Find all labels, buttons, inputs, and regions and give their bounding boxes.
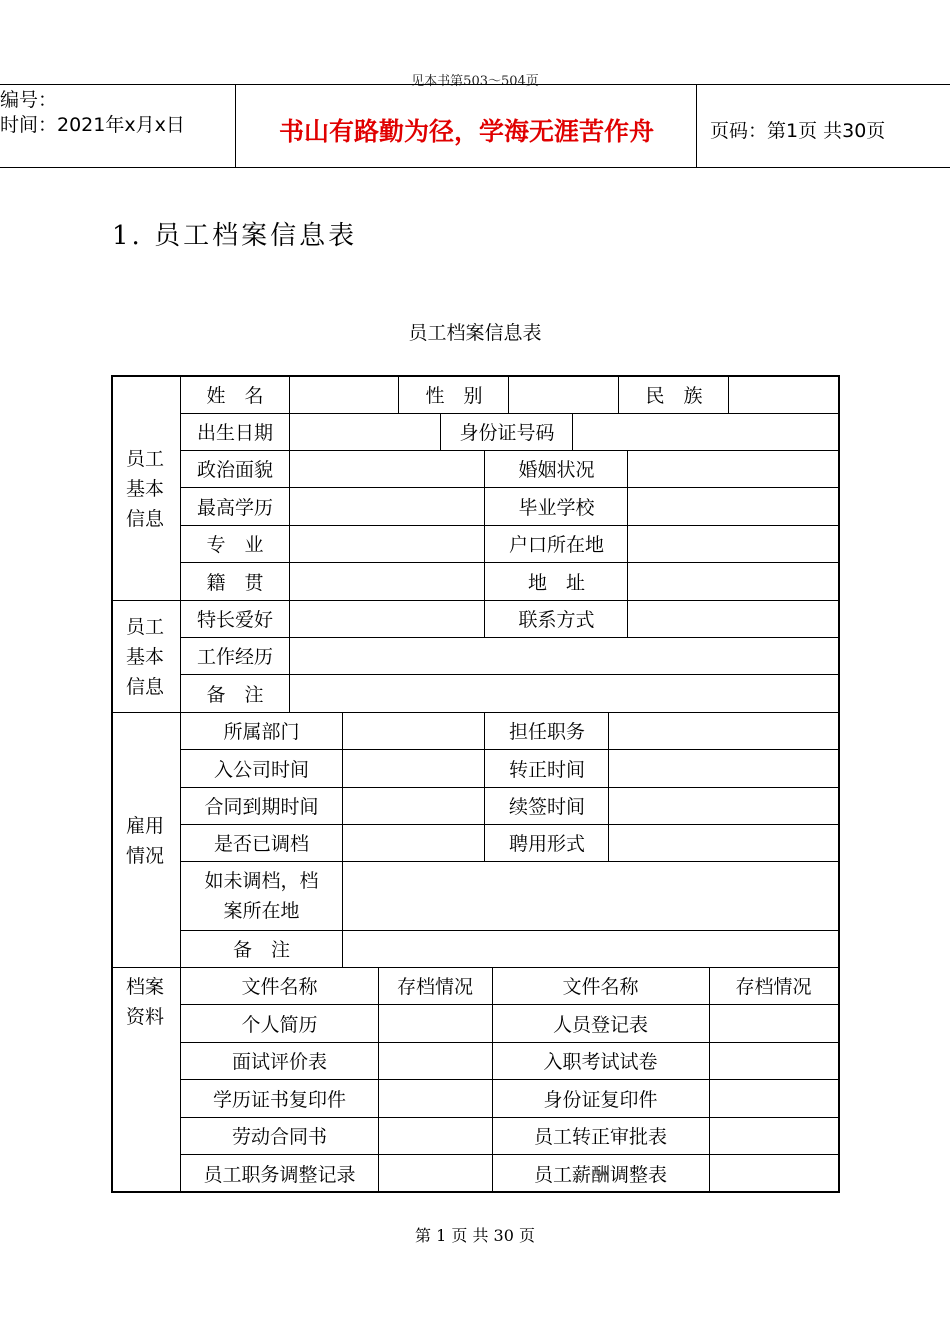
col-archive-status-1: 存档情况 [396,976,473,998]
archive-file-left: 劳动合同书 [231,1126,327,1148]
label-join-date: 入公司时间 [213,758,309,781]
archive-file-right: 入职考试试卷 [543,1051,658,1073]
page-info: 页码：第1页 共30页 [710,120,886,142]
cell-rule [378,967,379,1192]
row-rule [180,861,838,862]
row-rule [180,787,838,788]
row-rule [180,525,838,526]
label-hukou: 户口所在地 [508,534,604,556]
cell-rule [440,413,441,450]
cell-rule [709,967,710,1192]
label-school: 毕业学校 [518,496,595,519]
label-contact: 联系方式 [518,609,595,631]
cell-rule [289,637,290,712]
table-border-right [838,375,840,1193]
col-file-name-2: 文件名称 [562,976,639,998]
label-id-number: 身份证号码 [459,422,555,444]
label-renew-date: 续签时间 [508,796,585,818]
motto: 书山有路勤为径，学海无涯苦作舟 [278,117,654,146]
cell-rule [289,413,290,450]
label-name: 姓 名 [206,385,264,407]
label-regular-date: 转正时间 [508,758,585,781]
archive-file-right: 员工转正审批表 [533,1126,667,1148]
archive-file-right: 人员登记表 [552,1013,648,1036]
reference-note: 见本书第503～504页 [411,74,539,89]
group-rule [111,967,840,968]
label-gender: 性 别 [425,385,483,407]
group-column-rule [180,375,181,1193]
group-basic-info-2: 员工 基本 信息 [126,616,165,698]
row-rule [180,1117,838,1118]
cell-rule [289,450,290,637]
row-rule [180,562,838,563]
cell-rule [618,376,619,413]
row-rule [180,1154,838,1155]
label-major: 专 业 [206,534,264,556]
row-rule [180,930,838,931]
label-position: 担任职务 [508,721,585,743]
label-department: 所属部门 [223,721,300,743]
label-native-place: 籍 贯 [206,571,264,594]
label-remark-1: 备 注 [206,683,264,706]
row-rule [180,637,838,638]
row-rule [180,824,838,825]
serial-label: 编号： [0,89,58,111]
label-birth-date: 出生日期 [196,422,273,444]
archive-file-left: 面试评价表 [231,1051,327,1073]
cell-rule [627,450,628,637]
page-footer: 第 1 页 共 30 页 [415,1226,535,1245]
label-contract-end: 合同到期时间 [204,796,319,818]
cell-rule [398,376,399,413]
row-rule [180,1042,838,1043]
time-label: 时间：2021年x月x日 [0,114,185,136]
label-work-experience: 工作经历 [196,646,273,668]
col-archive-status-2: 存档情况 [735,976,812,998]
archive-file-left: 学历证书复印件 [212,1088,346,1111]
label-transferred: 是否已调档 [213,833,309,855]
archive-file-right: 身份证复印件 [543,1088,658,1111]
label-address: 地 址 [527,571,585,594]
row-rule [180,450,838,451]
row-rule [180,1004,838,1005]
cell-rule [289,376,290,413]
label-hire-form: 聘用形式 [508,833,585,855]
label-ethnicity: 民 族 [645,385,703,407]
cell-rule [508,376,509,413]
col-file-name-1: 文件名称 [241,976,318,998]
archive-file-right: 员工薪酬调整表 [533,1163,667,1186]
table-border-bottom [111,1191,840,1193]
row-rule [180,1079,838,1080]
row-rule [180,413,838,414]
label-archive-location: 如未调档，档 案所在地 [204,869,319,922]
cell-rule [342,712,343,967]
group-rule [111,600,840,601]
table-border-top [111,375,840,377]
archive-file-left: 员工职务调整记录 [203,1163,356,1186]
label-marital-status: 婚姻状况 [518,459,595,481]
label-remark-2: 备 注 [232,939,290,961]
archive-file-left: 个人简历 [241,1013,318,1036]
cell-rule [572,413,573,450]
group-basic-info-1: 员工 基本 信息 [126,448,165,530]
cell-rule [484,450,485,637]
table-title: 员工档案信息表 [408,322,542,344]
cell-rule [492,967,493,1192]
cell-rule [608,712,609,861]
row-rule [180,749,838,750]
label-hobby: 特长爱好 [196,609,273,631]
group-rule [111,712,840,713]
cell-rule [484,712,485,861]
label-education: 最高学历 [196,496,273,519]
label-political-status: 政治面貌 [196,459,273,481]
row-rule [180,674,838,675]
group-employment: 雇用 情况 [126,815,165,867]
section-title: 1. 员工档案信息表 [112,221,358,251]
table-border-left [111,375,113,1193]
row-rule [180,487,838,488]
group-archive: 档案 资料 [126,976,165,1028]
cell-rule [728,376,729,413]
